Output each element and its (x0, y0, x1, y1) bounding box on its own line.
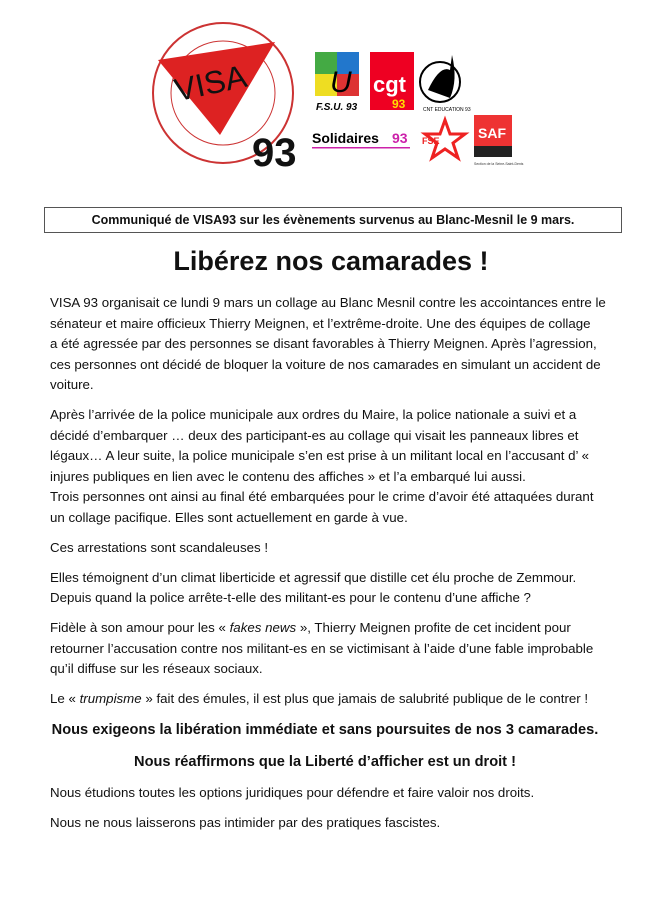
text-line: voiture. (50, 377, 94, 392)
svg-text:U: U (330, 66, 352, 99)
visa93-logo (153, 23, 297, 170)
fsu-logo (315, 52, 359, 113)
svg-text:VISA: VISA (171, 57, 250, 109)
text-line: injures publiques en lien avec le contenu des affiches » et l’a embarqué lui aussi. (50, 468, 526, 484)
paragraph (50, 618, 640, 680)
text-line: un collage pacifique. Elles sont actuellement en garde à vue. (50, 509, 408, 525)
paragraph (50, 568, 640, 609)
text-line: retourner l’accusation contre nos militant-es en se victimisant à l’aide d’une fable improbable (50, 640, 594, 656)
paragraph (50, 783, 640, 804)
svg-text:CNT EDUCATION 93: CNT EDUCATION 93 (423, 107, 471, 113)
svg-text:FSE: FSE (422, 136, 440, 146)
cnt-logo (420, 55, 471, 113)
paragraph (50, 538, 640, 559)
solidaires-logo (312, 130, 410, 149)
svg-text:Section de la Seine-Saint-Deni: Section de la Seine-Saint-Denis (474, 162, 524, 166)
text: » fait des émules, il est plus que jamais de salubrité publique de le contrer ! (141, 691, 589, 706)
text: Fidèle à son amour pour les « (50, 620, 230, 635)
text-line: Trois personnes ont ainsi au final été embarquées pour le crime d’avoir été attaquées durant (50, 489, 594, 504)
text: Le « (50, 691, 80, 706)
text-line: qu’il diffuse sur les réseaux sociaux. (50, 661, 263, 676)
text-line: VISA 93 organisait ce lundi 9 mars un collage au Blanc Mesnil contre les accointances entre le (50, 295, 606, 310)
text-line: légaux… A leur suite, la police municipale s’en est prise à un militant local en l’accusant d’ « (50, 448, 590, 463)
demand-release: Nous exigeons la libération immédiate et sans poursuites de nos 3 camarades. (51, 722, 599, 738)
text-line: Après l’arrivée de la police municipale aux ordres du Maire, la police nationale a suivi et a (50, 407, 577, 422)
text-line: décidé d’embarquer … deux des participant-es au collage qui visait les panneaux libres et (50, 427, 579, 443)
text-line (50, 689, 640, 710)
text-line: ces personnes ont décidé de bloquer la voiture de nos camarades en simulant un accident de (50, 356, 601, 372)
text-line: Depuis quand la police arrête-t-elle des militant-es pour le contenu d’une affiche ? (50, 590, 531, 605)
emphasis: trumpisme (79, 691, 142, 706)
cgt-logo (370, 52, 414, 111)
paragraph (50, 293, 640, 396)
page-title: Libérez nos camarades ! (173, 246, 489, 276)
svg-text:93: 93 (392, 130, 408, 146)
svg-text:cgt: cgt (373, 72, 406, 97)
svg-text:93: 93 (392, 97, 406, 111)
demand-freedom: Nous réaffirmons que la Liberté d’afficher est un droit ! (134, 754, 516, 770)
text-line (50, 618, 640, 639)
saf-logo (474, 115, 524, 166)
text-line: Ces arrestations sont scandaleuses ! (50, 539, 269, 555)
paragraph (50, 813, 640, 834)
text-line: a été agressée par des personnes se disant favorables à Thierry Meignen. Après l’agression, (50, 336, 597, 351)
svg-text:Solidaires: Solidaires (312, 130, 379, 146)
svg-text:F.S.U. 93: F.S.U. 93 (316, 102, 358, 113)
emphasis: fakes news (229, 620, 297, 635)
text-line: sénateur et maire officieux Thierry Meignen, et l’extrême-droite. Une des équipes de collage (50, 315, 591, 331)
paragraph (50, 689, 640, 710)
union-logos (140, 20, 530, 170)
fse-logo (422, 120, 465, 158)
paragraph (50, 405, 640, 528)
text-line: Elles témoignent d’un climat liberticide et agressif que distille cet élu proche de Zemmour. (50, 569, 577, 585)
svg-text:93: 93 (252, 131, 297, 170)
text: », Thierry Meignen profite de cet incident pour (296, 620, 571, 635)
svg-text:SAF: SAF (478, 125, 506, 141)
text-line: Nous étudions toutes les options juridiques pour défendre et faire valoir nos droits. (50, 785, 535, 800)
text-line: Nous ne nous laisserons pas intimider par des pratiques fascistes. (50, 815, 441, 830)
document-body (50, 293, 640, 843)
communique-header: Communiqué de VISA93 sur les évènements survenus au Blanc-Mesnil le 9 mars. (44, 207, 622, 233)
